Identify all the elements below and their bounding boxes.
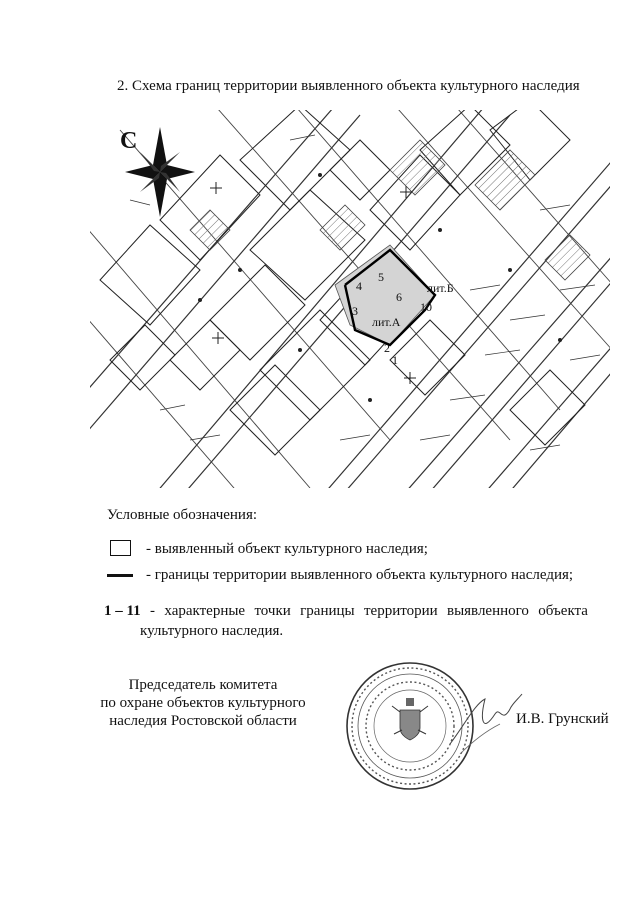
lit-a-label: лит.А [372,315,401,329]
point-label-3: 3 [352,304,358,318]
point-label-6: 6 [396,290,402,304]
points-word: объекта [538,603,588,619]
handwritten-signature-icon [440,684,530,774]
lit-b-label: лит.Б [427,281,454,295]
points-line-2: культурного наследия. [140,623,284,639]
legend-heading: Условные обозначения: [107,507,258,523]
legend-points [104,601,588,641]
signatory-line-3: наследия Ростовской области [109,713,297,729]
points-word: выявленного [447,603,529,619]
legend-border-swatch [107,574,133,577]
legend-object-text: - выявленный объект культурного наследия; [146,541,428,557]
signatory-line-2: по охране объектов культурного [100,695,306,711]
points-word: территории [363,603,438,619]
cadastral-map [90,110,610,488]
signatory-line-1: Председатель комитета [128,677,278,693]
points-range: 1 – 11 [104,603,141,619]
point-label-1: 1 [392,353,398,367]
point-label-4: 4 [356,279,362,293]
signatory-title [84,676,322,730]
signer-name: И.В. Грунский [516,711,609,727]
legend-object-swatch [110,540,131,556]
compass-north-label: С [120,128,138,154]
point-label-2: 2 [384,341,390,355]
points-word: характерные [164,603,246,619]
point-label-10: 10 [420,300,432,314]
points-word: - [150,603,156,619]
scheme-title: 2. Схема границ территории выявленного объекта культурного наследия [117,78,580,94]
point-label-5: 5 [378,270,384,284]
legend-border-text: - границы территории выявленного объекта культурного наследия; [146,567,574,583]
points-word: точки [254,603,291,619]
points-word: границы [300,603,355,619]
